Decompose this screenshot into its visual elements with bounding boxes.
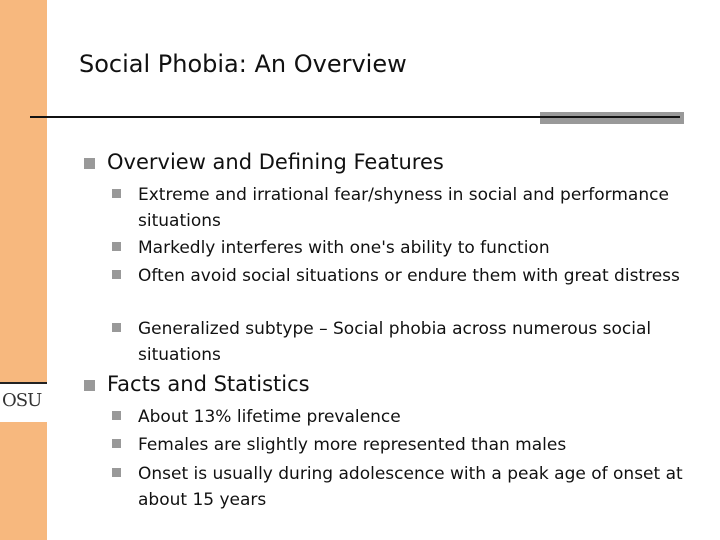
square-bullet-icon [112, 189, 121, 198]
osu-logo: OSU [2, 390, 42, 411]
square-bullet-icon [112, 323, 121, 332]
title-rule [30, 116, 680, 118]
square-bullet-icon [84, 158, 95, 169]
square-bullet-icon [84, 380, 95, 391]
square-bullet-icon [112, 242, 121, 251]
slide-title: Social Phobia: An Overview [79, 50, 407, 78]
square-bullet-icon [112, 439, 121, 448]
side-accent-bar [0, 0, 47, 540]
square-bullet-icon [112, 468, 121, 477]
title-rule-accent [540, 112, 684, 124]
square-bullet-icon [112, 411, 121, 420]
logo-divider [0, 382, 47, 384]
square-bullet-icon [112, 270, 121, 279]
